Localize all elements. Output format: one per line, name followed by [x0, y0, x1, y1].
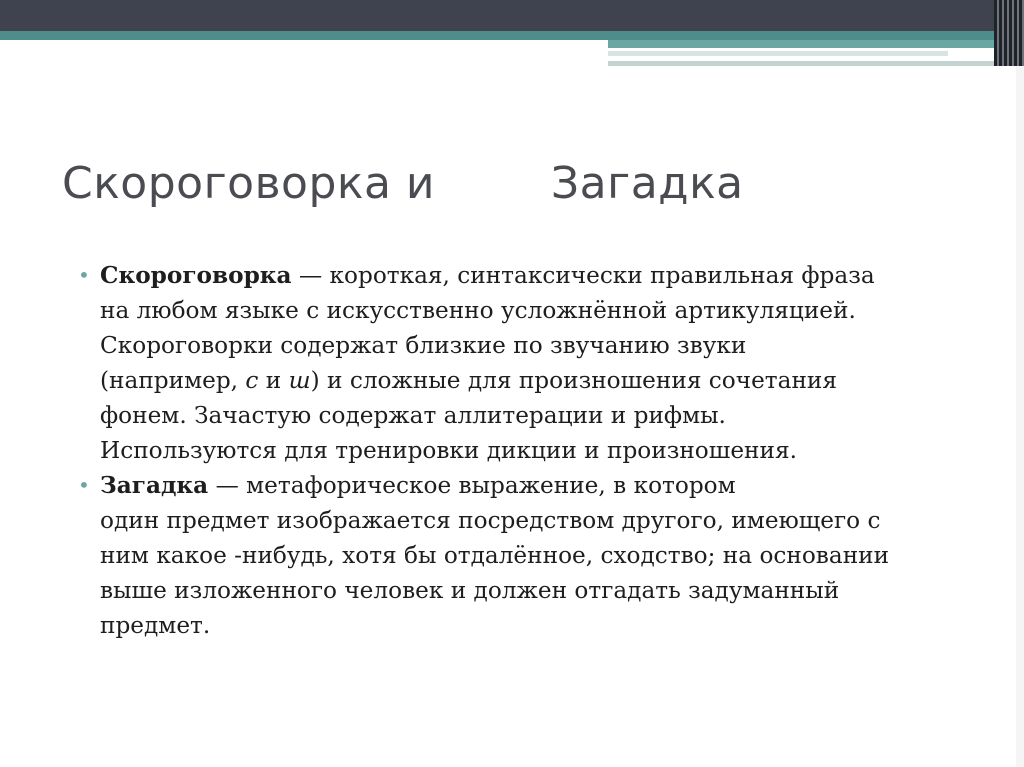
- header-light-line: [608, 51, 948, 56]
- text-line: предмет.: [100, 612, 211, 639]
- text-line: [100, 468, 978, 503]
- bullet-item-zagadka: [78, 468, 978, 643]
- text-line: Скороговорки содержат близкие по звучанию звуки: [100, 332, 747, 359]
- text-line: ним какое -нибудь, хотя бы отдалённое, сходство; на основании: [100, 542, 890, 569]
- text-line: [100, 363, 978, 398]
- term-skorogovorka: Скороговорка: [100, 262, 292, 289]
- text-line: фонем. Зачастую содержат аллитерации и рифмы.: [100, 402, 726, 429]
- header-stripes: [994, 0, 1024, 66]
- bullet-dot-icon: •: [78, 263, 90, 287]
- bullet-list: [78, 258, 978, 643]
- slide-title: Скороговорка и Загадка: [62, 158, 744, 209]
- text-fragment: ) и сложные для произношения сочетания: [310, 367, 837, 394]
- definition-text: — короткая, синтаксически правильная фраза: [291, 262, 875, 289]
- example-letter-sh: ш: [288, 367, 311, 394]
- bullet-dot-icon: •: [78, 473, 90, 497]
- text-fragment: и: [258, 367, 289, 394]
- definition-text: — метафорическое выражение, в котором: [208, 472, 736, 499]
- text-line: один предмет изображается посредством другого, имеющего с: [100, 507, 881, 534]
- term-zagadka: Загадка: [100, 472, 209, 499]
- text-line: выше изложенного человек и должен отгадать задуманный: [100, 577, 840, 604]
- right-edge-shadow: [1016, 66, 1024, 767]
- example-letter-c: с: [245, 367, 259, 394]
- header-accent-bar: [608, 40, 1000, 48]
- text-line: на любом языке с искусственно усложнённой артикуляцией.: [100, 297, 856, 324]
- header-dark-bar: [0, 0, 1024, 31]
- header-light-line-2: [608, 61, 1000, 66]
- text-fragment: (например,: [100, 367, 246, 394]
- header-teal-bar: [0, 31, 1000, 40]
- text-line: Используются для тренировки дикции и произношения.: [100, 437, 797, 464]
- text-line: [100, 258, 978, 293]
- bullet-item-skorogovorka: [78, 258, 978, 468]
